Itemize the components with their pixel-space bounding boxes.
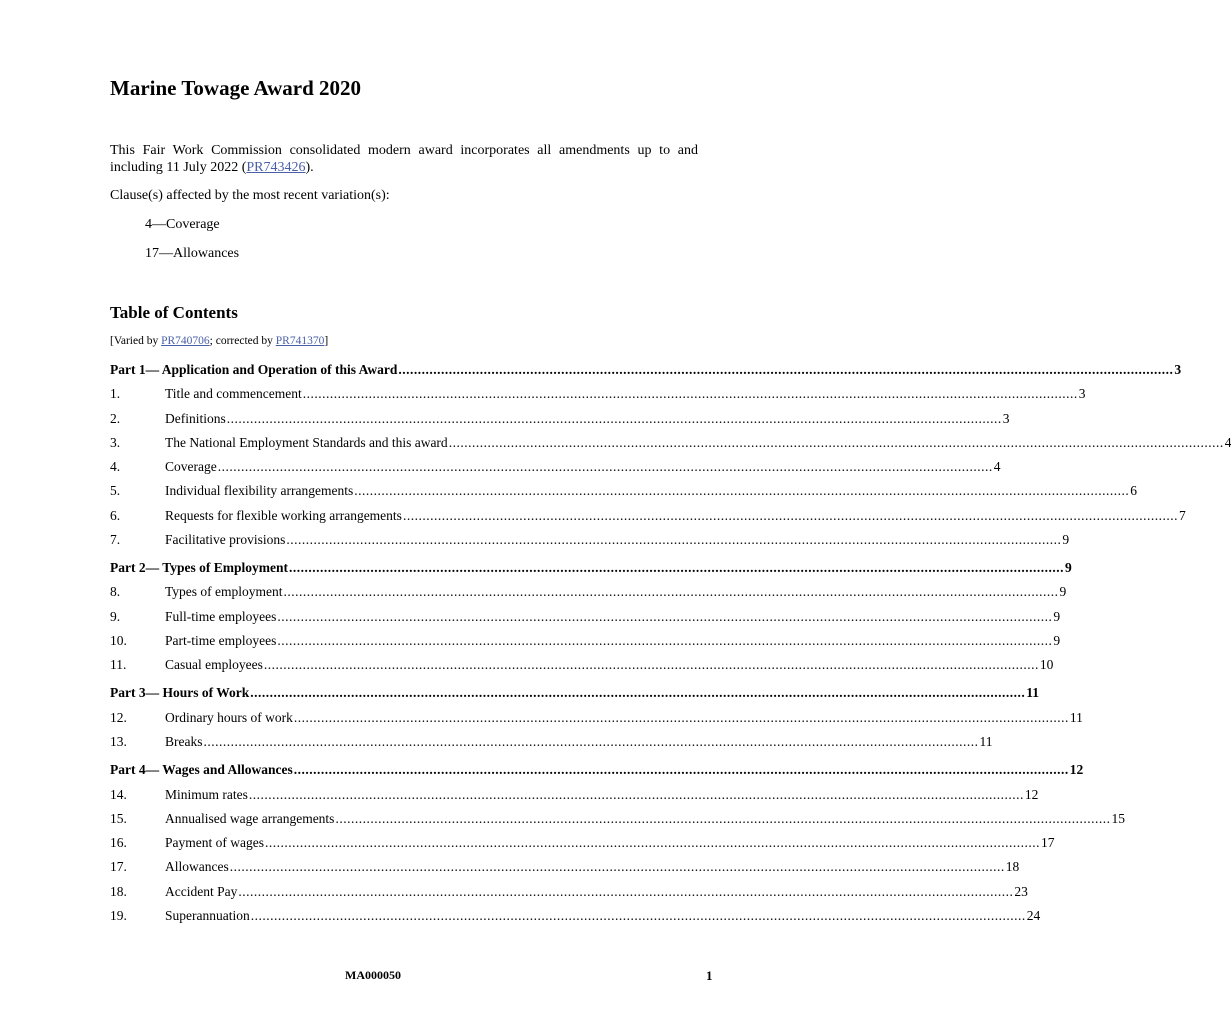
toc-leader-dots: ........................................................................................................................................................................................................ bbox=[217, 459, 993, 474]
toc-page-number: 11 bbox=[979, 734, 993, 749]
toc-entry-label: Part 1— Application and Operation of this Award bbox=[110, 362, 398, 377]
toc-leader-dots: ........................................................................................................................................................................................................ bbox=[277, 633, 1053, 648]
toc-entry[interactable] bbox=[110, 834, 1055, 852]
varied-note bbox=[110, 335, 328, 347]
varied-middle: ; corrected by bbox=[209, 335, 276, 347]
toc-entry-label: Allowances bbox=[165, 859, 229, 874]
toc-entry[interactable] bbox=[110, 410, 1010, 428]
toc-part-heading[interactable] bbox=[110, 684, 1040, 702]
toc-leader-dots: ........................................................................................................................................................................................................ bbox=[398, 362, 1174, 377]
toc-entry-number: 15. bbox=[110, 811, 127, 826]
toc-page-number: 3 bbox=[1078, 386, 1086, 401]
toc-entry-label: The National Employment Standards and this award bbox=[165, 435, 448, 450]
toc-entry-number: 11. bbox=[110, 657, 127, 672]
toc-entry[interactable] bbox=[110, 632, 1061, 650]
toc-part-heading[interactable] bbox=[110, 761, 1084, 779]
varied-prefix: [Varied by bbox=[110, 335, 162, 347]
clause-affected-item: 17—Allowances bbox=[145, 246, 240, 261]
toc-leader-dots: ........................................................................................................................................................................................................ bbox=[283, 584, 1059, 599]
toc-entry-label: Part 2— Types of Employment bbox=[110, 560, 288, 575]
toc-leader-dots: ........................................................................................................................................................................................................ bbox=[293, 710, 1069, 725]
toc-page-number: 3 bbox=[1002, 411, 1010, 426]
toc-entry-label: Requests for flexible working arrangements bbox=[165, 508, 402, 523]
toc-entry-number: 3. bbox=[110, 435, 121, 450]
toc-entry-label: Part 4— Wages and Allowances bbox=[110, 762, 293, 777]
toc-leader-dots: ........................................................................................................................................................................................................ bbox=[286, 532, 1062, 547]
award-code: MA000050 bbox=[345, 968, 401, 982]
toc-page-number: 12 bbox=[1024, 787, 1039, 802]
toc-page-number: 9 bbox=[1062, 532, 1070, 547]
toc-entry[interactable] bbox=[110, 385, 1086, 403]
toc-entry[interactable] bbox=[110, 507, 1186, 525]
intro-paragraph bbox=[110, 142, 698, 176]
toc-entry-number: 6. bbox=[110, 508, 121, 523]
toc-entry-label: Title and commencement bbox=[165, 386, 302, 401]
toc-entry[interactable] bbox=[110, 458, 1001, 476]
toc-entry-number: 4. bbox=[110, 459, 121, 474]
toc-entry-number: 13. bbox=[110, 734, 127, 749]
toc-entry[interactable] bbox=[110, 434, 1231, 452]
toc-entry[interactable] bbox=[110, 531, 1070, 549]
toc-entry-label: Individual flexibility arrangements bbox=[165, 483, 354, 498]
toc-entry-number: 1. bbox=[110, 386, 121, 401]
toc-entry-label: Full-time employees bbox=[165, 609, 277, 624]
toc-entry[interactable] bbox=[110, 709, 1083, 727]
toc-entry-number: 10. bbox=[110, 633, 127, 648]
toc-page-number: 11 bbox=[1026, 685, 1040, 700]
document-title: Marine Towage Award 2020 bbox=[110, 76, 362, 100]
toc-page-number: 9 bbox=[1053, 633, 1061, 648]
toc-entry[interactable] bbox=[110, 482, 1137, 500]
toc-leader-dots: ........................................................................................................................................................................................................ bbox=[277, 609, 1053, 624]
toc-entry[interactable] bbox=[110, 810, 1125, 828]
toc-leader-dots: ........................................................................................................................................................................................................ bbox=[226, 411, 1002, 426]
toc-part-heading[interactable] bbox=[110, 361, 1182, 379]
toc-page-number: 11 bbox=[1069, 710, 1083, 725]
toc-page-number: 7 bbox=[1178, 508, 1186, 523]
toc-entry-number: 9. bbox=[110, 609, 121, 624]
toc-entry-number: 12. bbox=[110, 710, 127, 725]
toc-entry-label: Ordinary hours of work bbox=[165, 710, 293, 725]
toc-leader-dots: ........................................................................................................................................................................................................ bbox=[335, 811, 1111, 826]
toc-page-number: 23 bbox=[1014, 884, 1028, 899]
toc-entry[interactable] bbox=[110, 583, 1067, 601]
clause-affected-item: 4—Coverage bbox=[145, 217, 220, 232]
toc-leader-dots: ........................................................................................................................................................................................................ bbox=[302, 386, 1078, 401]
toc-entry[interactable] bbox=[110, 858, 1020, 876]
toc-leader-dots: ........................................................................................................................................................................................................ bbox=[402, 508, 1178, 523]
toc-part-heading[interactable] bbox=[110, 559, 1072, 577]
toc-entry-number: 2. bbox=[110, 411, 121, 426]
toc-entry-number: 16. bbox=[110, 835, 127, 850]
toc-page-number: 12 bbox=[1069, 762, 1084, 777]
toc-entry-label: Payment of wages bbox=[165, 835, 264, 850]
toc-entry-label: Types of employment bbox=[165, 584, 283, 599]
toc-entry-label: Minimum rates bbox=[165, 787, 248, 802]
toc-leader-dots: ........................................................................................................................................................................................................ bbox=[229, 859, 1005, 874]
toc-page-number: 10 bbox=[1039, 657, 1054, 672]
toc-entry-label: Accident Pay bbox=[165, 884, 238, 899]
toc-entry-label: Part 3— Hours of Work bbox=[110, 685, 250, 700]
toc-entry-label: Coverage bbox=[165, 459, 217, 474]
toc-leader-dots: ........................................................................................................................................................................................................ bbox=[264, 835, 1040, 850]
toc-page-number: 18 bbox=[1005, 859, 1020, 874]
intro-pr-link[interactable]: PR743426 bbox=[246, 160, 306, 175]
toc-entry[interactable] bbox=[110, 608, 1061, 626]
intro-end: ). bbox=[305, 160, 314, 175]
page-number: 1 bbox=[706, 968, 713, 983]
corrected-pr-link[interactable]: PR741370 bbox=[275, 335, 325, 347]
toc-entry-label: Superannuation bbox=[165, 908, 250, 923]
toc-leader-dots: ........................................................................................................................................................................................................ bbox=[289, 560, 1064, 575]
toc-entry-label: Part-time employees bbox=[165, 633, 277, 648]
toc-page-number: 9 bbox=[1059, 584, 1067, 599]
toc-leader-dots: ........................................................................................................................................................................................................ bbox=[248, 787, 1024, 802]
toc-heading: Table of Contents bbox=[110, 303, 238, 322]
toc-entry-label: Definitions bbox=[165, 411, 226, 426]
toc-entry-number: 7. bbox=[110, 532, 121, 547]
toc-page-number: 6 bbox=[1130, 483, 1137, 498]
toc-page-number: 24 bbox=[1026, 908, 1041, 923]
intro-text: This Fair Work Commission consolidated modern award incorporates all amendments up to and including 11 July 2022 ( bbox=[110, 143, 698, 175]
toc-entry[interactable] bbox=[110, 883, 1028, 901]
toc-page-number: 4 bbox=[1224, 435, 1231, 450]
toc-entry-label: Facilitative provisions bbox=[165, 532, 286, 547]
toc-entry-number: 19. bbox=[110, 908, 127, 923]
toc-entry[interactable] bbox=[110, 656, 1054, 674]
varied-suffix: ] bbox=[324, 335, 329, 347]
toc-page-number: 15 bbox=[1111, 811, 1125, 826]
varied-pr-link[interactable]: PR740706 bbox=[161, 335, 210, 347]
toc-leader-dots: ........................................................................................................................................................................................................ bbox=[448, 435, 1224, 450]
toc-page-number: 4 bbox=[993, 459, 1001, 474]
toc-page-number: 3 bbox=[1174, 362, 1182, 377]
toc-leader-dots: ........................................................................................................................................................................................................ bbox=[293, 762, 1069, 777]
toc-leader-dots: ........................................................................................................................................................................................................ bbox=[354, 483, 1130, 498]
toc-entry[interactable] bbox=[110, 733, 993, 751]
clauses-affected-label: Clause(s) affected by the most recent variation(s): bbox=[110, 188, 390, 203]
toc-leader-dots: ........................................................................................................................................................................................................ bbox=[250, 685, 1026, 700]
toc-leader-dots: ........................................................................................................................................................................................................ bbox=[250, 908, 1026, 923]
toc-entry-number: 18. bbox=[110, 884, 127, 899]
toc-entry-number: 14. bbox=[110, 787, 127, 802]
toc-entry[interactable] bbox=[110, 786, 1039, 804]
toc-entry-label: Casual employees bbox=[165, 657, 263, 672]
toc-leader-dots: ........................................................................................................................................................................................................ bbox=[263, 657, 1039, 672]
toc-entry[interactable] bbox=[110, 907, 1041, 925]
toc-leader-dots: ........................................................................................................................................................................................................ bbox=[203, 734, 979, 749]
toc-page-number: 17 bbox=[1040, 835, 1055, 850]
toc-entry-label: Breaks bbox=[165, 734, 203, 749]
toc-leader-dots: ........................................................................................................................................................................................................ bbox=[238, 884, 1014, 899]
toc-entry-number: 5. bbox=[110, 483, 121, 498]
toc-entry-number: 8. bbox=[110, 584, 121, 599]
toc-entry-number: 17. bbox=[110, 859, 127, 874]
toc-page-number: 9 bbox=[1065, 560, 1072, 575]
toc-page-number: 9 bbox=[1053, 609, 1061, 624]
toc-entry-label: Annualised wage arrangements bbox=[165, 811, 335, 826]
